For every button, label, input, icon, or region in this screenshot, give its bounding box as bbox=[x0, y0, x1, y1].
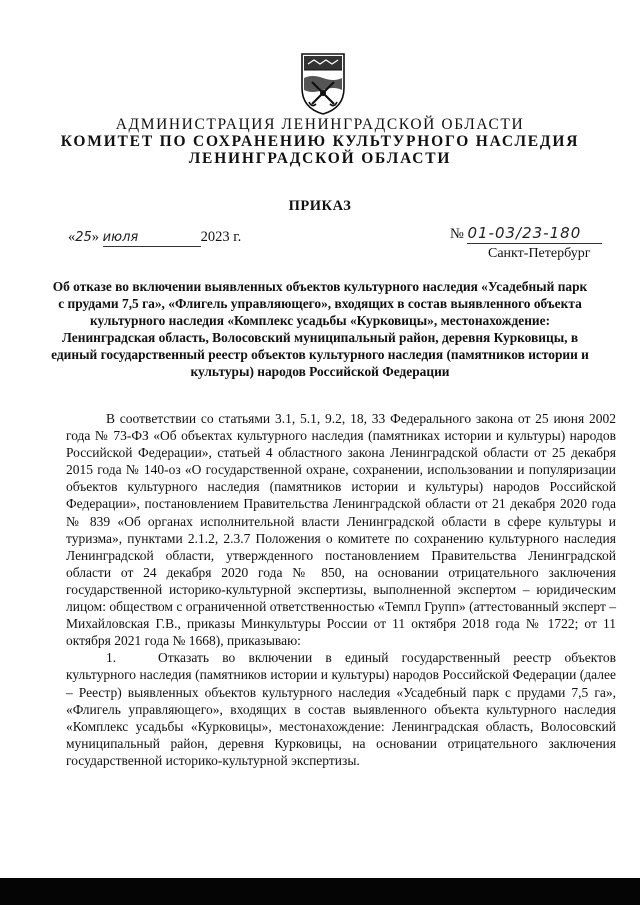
item-1-paragraph bbox=[66, 649, 616, 769]
number-value: 01-03/23-180 bbox=[467, 224, 582, 242]
document-date bbox=[68, 229, 241, 247]
date-day: 25 bbox=[75, 230, 92, 245]
date-year: 2023 г. bbox=[200, 229, 242, 245]
date-close-quote: » bbox=[91, 229, 100, 245]
document-number bbox=[450, 224, 602, 244]
region-heading: ЛЕНИНГРАДСКОЙ ОБЛАСТИ bbox=[188, 150, 452, 167]
item-1-text: Отказать во включении в единый государственный реестр объектов культурного наследия (памятников истории и культуры) народов Российской Федерации (далее – Реестр) выявленных объектов культурного наследия «Усадебный парк с прудами 7,5 га», «Флигель управляющего», входящих в состав выявленного объекта культурного наследия «Комплекс усадьбы «Курковицы», местонахождение: Ленинградская область, Волосовский муниципальный район, деревня Курковицы, на основании отрицательного заключения государственной историко-культурной экспертизы. bbox=[66, 650, 616, 768]
date-month: июля bbox=[102, 230, 139, 245]
administration-heading: АДМИНИСТРАЦИЯ ЛЕНИНГРАДСКОЙ ОБЛАСТИ bbox=[115, 116, 525, 133]
document-city: Санкт-Петербург bbox=[488, 246, 591, 261]
preamble-paragraph: В соответствии со статьями 3.1, 5.1, 9.2, 18, 33 Федерального закона от 25 июня 2002 года № 73-ФЗ «Об объектах культурного наследия (памятниках истории и культуры) народов Российской Федерации», статьей 4 областного закона Ленинградской области от 25 декабря 2015 года № 140-оз «О государственной охране, сохранении, использовании и популяризации объектов культурного наследия (памятников истории и культуры) народов Российской Федерации», постановлением Правительства Ленинградской области от 21 декабря 2020 года № 839 «Об органах исполнительной власти Ленинградской области в сфере культуры и туризма», пунктами 2.1.2, 2.3.7 Положения о комитете по сохранению культурного наследия Ленинградской области, утвержденного постановлением Правительства Ленинградской области от 24 декабря 2020 года № 850, на основании отрицательного заключения государственной историко-культурной экспертизы, выполненной экспертом – юридическим лицом: обществом с ограниченной ответственностью «Темпл Групп» (аттестованный эксперт – Михайловская Г.В., приказы Минкультуры России от 11 октября 2018 года № 1722; от 11 октября 2021 года № 1668), приказываю: bbox=[66, 411, 616, 649]
date-open-quote: « bbox=[68, 229, 76, 245]
document-title: Об отказе во включении выявленных объектов культурного наследия «Усадебный парк с прудами 7,5 га», «Флигель управляющего», входящих в состав выявленного объекта культурного наследия «Комплекс усадьбы «Курковицы», местонахождение: Ленинградская область, Волосовский муниципальный район, деревня Курковицы, в единый государственный реестр объектов культурного наследия (памятников истории и культуры) народов Российской Федерации bbox=[51, 279, 589, 379]
document-body bbox=[66, 410, 616, 769]
item-1-number: 1. bbox=[106, 650, 117, 666]
committee-heading: КОМИТЕТ ПО СОХРАНЕНИЮ КУЛЬТУРНОГО НАСЛЕДИЯ bbox=[60, 133, 580, 150]
coat-of-arms-emblem bbox=[300, 52, 346, 116]
scan-edge-bar bbox=[0, 878, 640, 905]
number-prefix: № bbox=[450, 226, 464, 242]
document-type: ПРИКАЗ bbox=[288, 198, 352, 214]
